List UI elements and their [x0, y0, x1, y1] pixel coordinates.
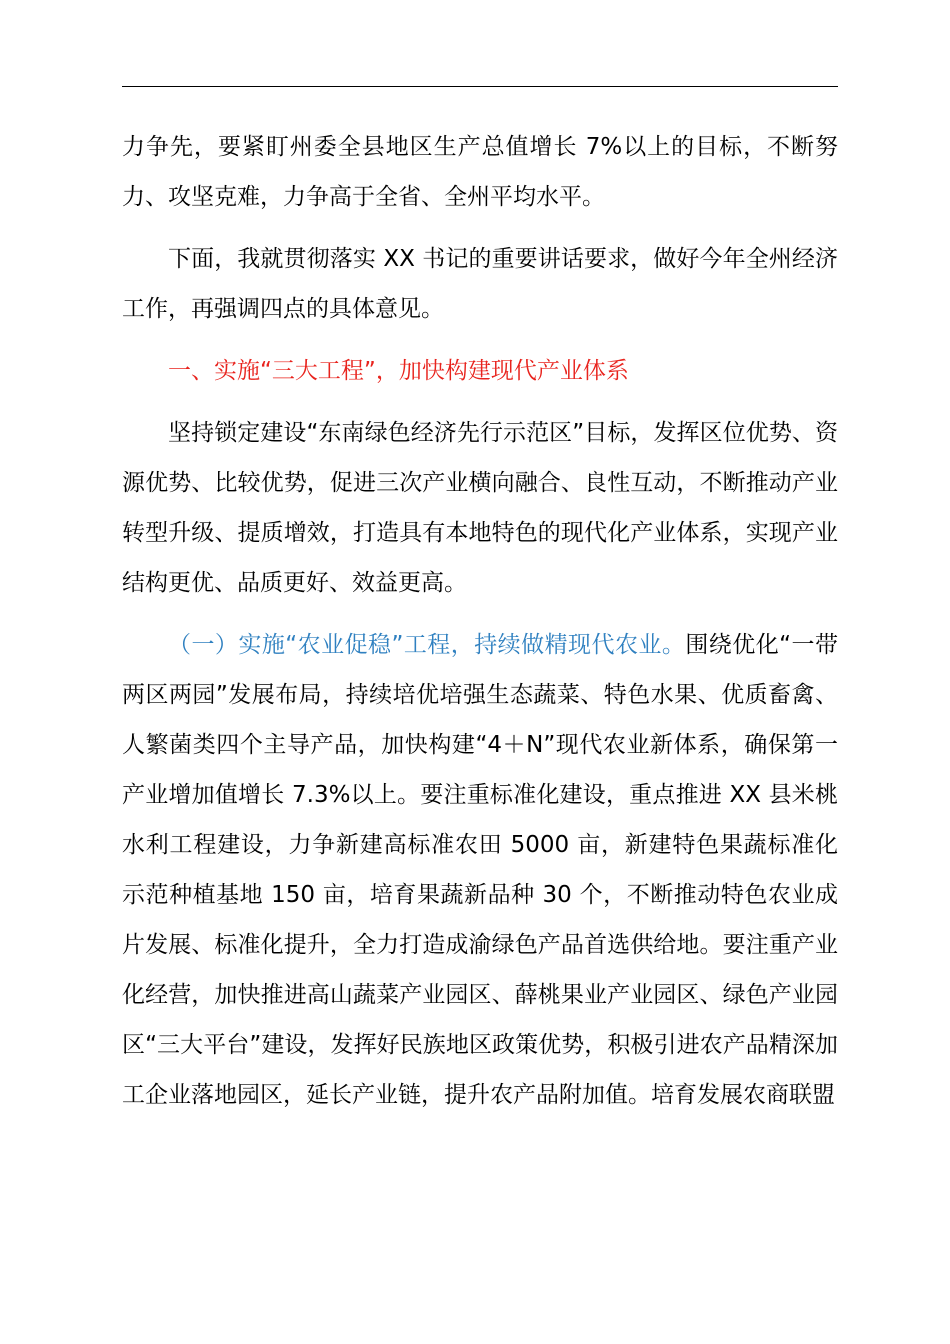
header-rule: [122, 86, 838, 87]
document-body: [122, 122, 838, 1132]
paragraph-agriculture: [122, 620, 838, 1120]
paragraph-industry-system: 坚持锁定建设“东南绿色经济先行示范区”目标，发挥区位优势、资源优势、比较优势，促进三次产业横向融合、良性互动，不断推动产业转型升级、提质增效，打造具有本地特色的现代化产业体系，实现产业结构更优、品质更好、效益更高。: [122, 420, 838, 596]
section-heading-one: 一、实施“三大工程”，加快构建现代产业体系: [168, 358, 629, 384]
paragraph-intro: 下面，我就贯彻落实 XX 书记的重要讲话要求，做好今年全州经济工作，再强调四点的具体意见。: [122, 246, 838, 322]
paragraph-agriculture-body: 围绕优化“一带两区两园”发展布局，持续培优培强生态蔬菜、特色水果、优质畜禽、人繁菌类四个主导产品，加快构建“4＋N”现代农业新体系，确保第一产业增加值增长 7.3%以上。要注重标准化建设，重点推进 XX 县米桃水利工程建设，力争新建高标准农田 5000 亩，新建特色果蔬标准化示范种植基地 150 亩，培育果蔬新品种 30 个，不断推动特色农业成片发展、标准化提升，全力打造成渝绿色产品首选供给地。要注重产业化经营，加快推进高山蔬菜产业园区、薛桃果业产业园区、绿色产业园区“三大平台”建设，发挥好民族地区政策优势，积极引进农产品精深加工企业落地园区，延长产业链，提升农产品附加值。培育发展农商联盟: [122, 632, 838, 1108]
subsection-heading-agriculture: （一）实施“农业促稳”工程，持续做精现代农业。: [168, 632, 686, 658]
paragraph-goal: 力争先，要紧盯州委全县地区生产总值增长 7%以上的目标，不断努力、攻坚克难，力争高于全省、全州平均水平。: [122, 134, 838, 210]
